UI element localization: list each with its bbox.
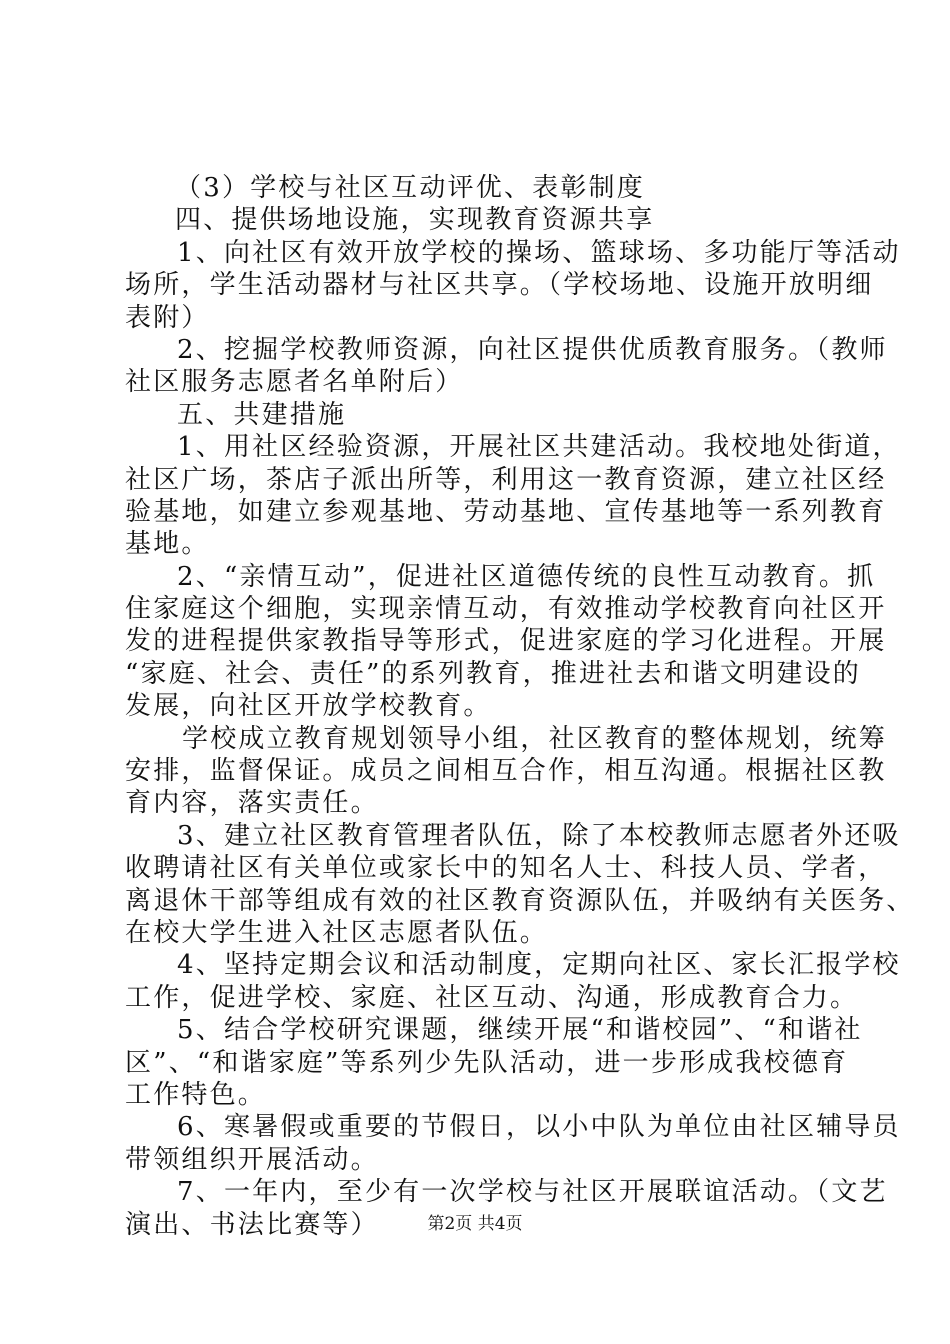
text-line: 四、提供场地设施，实现教育资源共享: [175, 205, 655, 236]
text-line: 社区广场，茶店子派出所等，利用这一教育资源，建立社区经: [125, 464, 887, 495]
text-line: 1、向社区有效开放学校的操场、篮球场、多功能厅等活动: [177, 237, 901, 268]
text-line: “家庭、社会、责任”的系列教育，推进社去和谐文明建设的: [125, 658, 861, 689]
text-line: 住家庭这个细胞，实现亲情互动，有效推动学校教育向社区开: [125, 594, 887, 625]
document-body: [125, 172, 915, 1241]
text-line: 场所，学生活动器材与社区共享。（学校场地、设施开放明细: [125, 270, 874, 301]
text-line: 发展，向社区开放学校教育。: [125, 691, 492, 722]
text-line: 基地。: [125, 529, 210, 560]
text-line: 离退休干部等组成有效的社区教育资源队伍，并吸纳有关医务、: [125, 885, 915, 916]
text-line: 7、一年内，至少有一次学校与社区开展联谊活动。（文艺: [177, 1177, 888, 1208]
text-line: 学校成立教育规划领导小组，社区教育的整体规划，统筹: [182, 723, 888, 754]
text-line: 在校大学生进入社区志愿者队伍。: [125, 917, 549, 948]
text-line: 发的进程提供家教指导等形式，促进家庭的学习化进程。开展: [125, 626, 887, 657]
text-line: 工作特色。: [125, 1079, 267, 1110]
text-line: 五、共建措施: [177, 399, 347, 430]
text-line: 验基地，如建立参观基地、劳动基地、宣传基地等一系列教育: [125, 496, 887, 527]
text-line: （3）学校与社区互动评优、表彰制度: [175, 173, 645, 203]
text-line: 5、结合学校研究课题，继续开展“和谐校园”、“和谐社: [177, 1015, 863, 1046]
text-line: 表附）: [125, 302, 210, 333]
text-line: 4、坚持定期会议和活动制度，定期向社区、家长汇报学校: [177, 950, 901, 981]
text-line: 2、挖掘学校教师资源，向社区提供优质教育服务。（教师: [177, 334, 888, 365]
text-line: 1、用社区经验资源，开展社区共建活动。我校地处街道，: [177, 432, 901, 463]
text-line: 演出、书法比赛等）: [125, 1209, 379, 1240]
text-line: 工作，促进学校、家庭、社区互动、沟通，形成教育合力。: [125, 982, 859, 1013]
text-line: 3、建立社区教育管理者队伍，除了本校教师志愿者外还吸: [177, 820, 901, 851]
text-line: 安排，监督保证。成员之间相互合作，相互沟通。根据社区教: [125, 756, 887, 787]
text-line: 收聘请社区有关单位或家长中的知名人士、科技人员、学者，: [125, 853, 887, 884]
text-line: 2、“亲情互动”，促进社区道德传统的良性互动教育。抓: [177, 561, 876, 592]
text-line: 6、寒暑假或重要的节假日，以小中队为单位由社区辅导员: [177, 1112, 901, 1143]
text-line: 育内容，落实责任。: [125, 788, 379, 819]
text-line: 区”、“和谐家庭”等系列少先队活动，进一步形成我校德育: [125, 1047, 849, 1078]
page-footer: 第2页 共4页: [427, 1214, 523, 1234]
text-line: 社区服务志愿者名单附后）: [125, 367, 464, 398]
text-line: 带领组织开展活动。: [125, 1144, 379, 1175]
